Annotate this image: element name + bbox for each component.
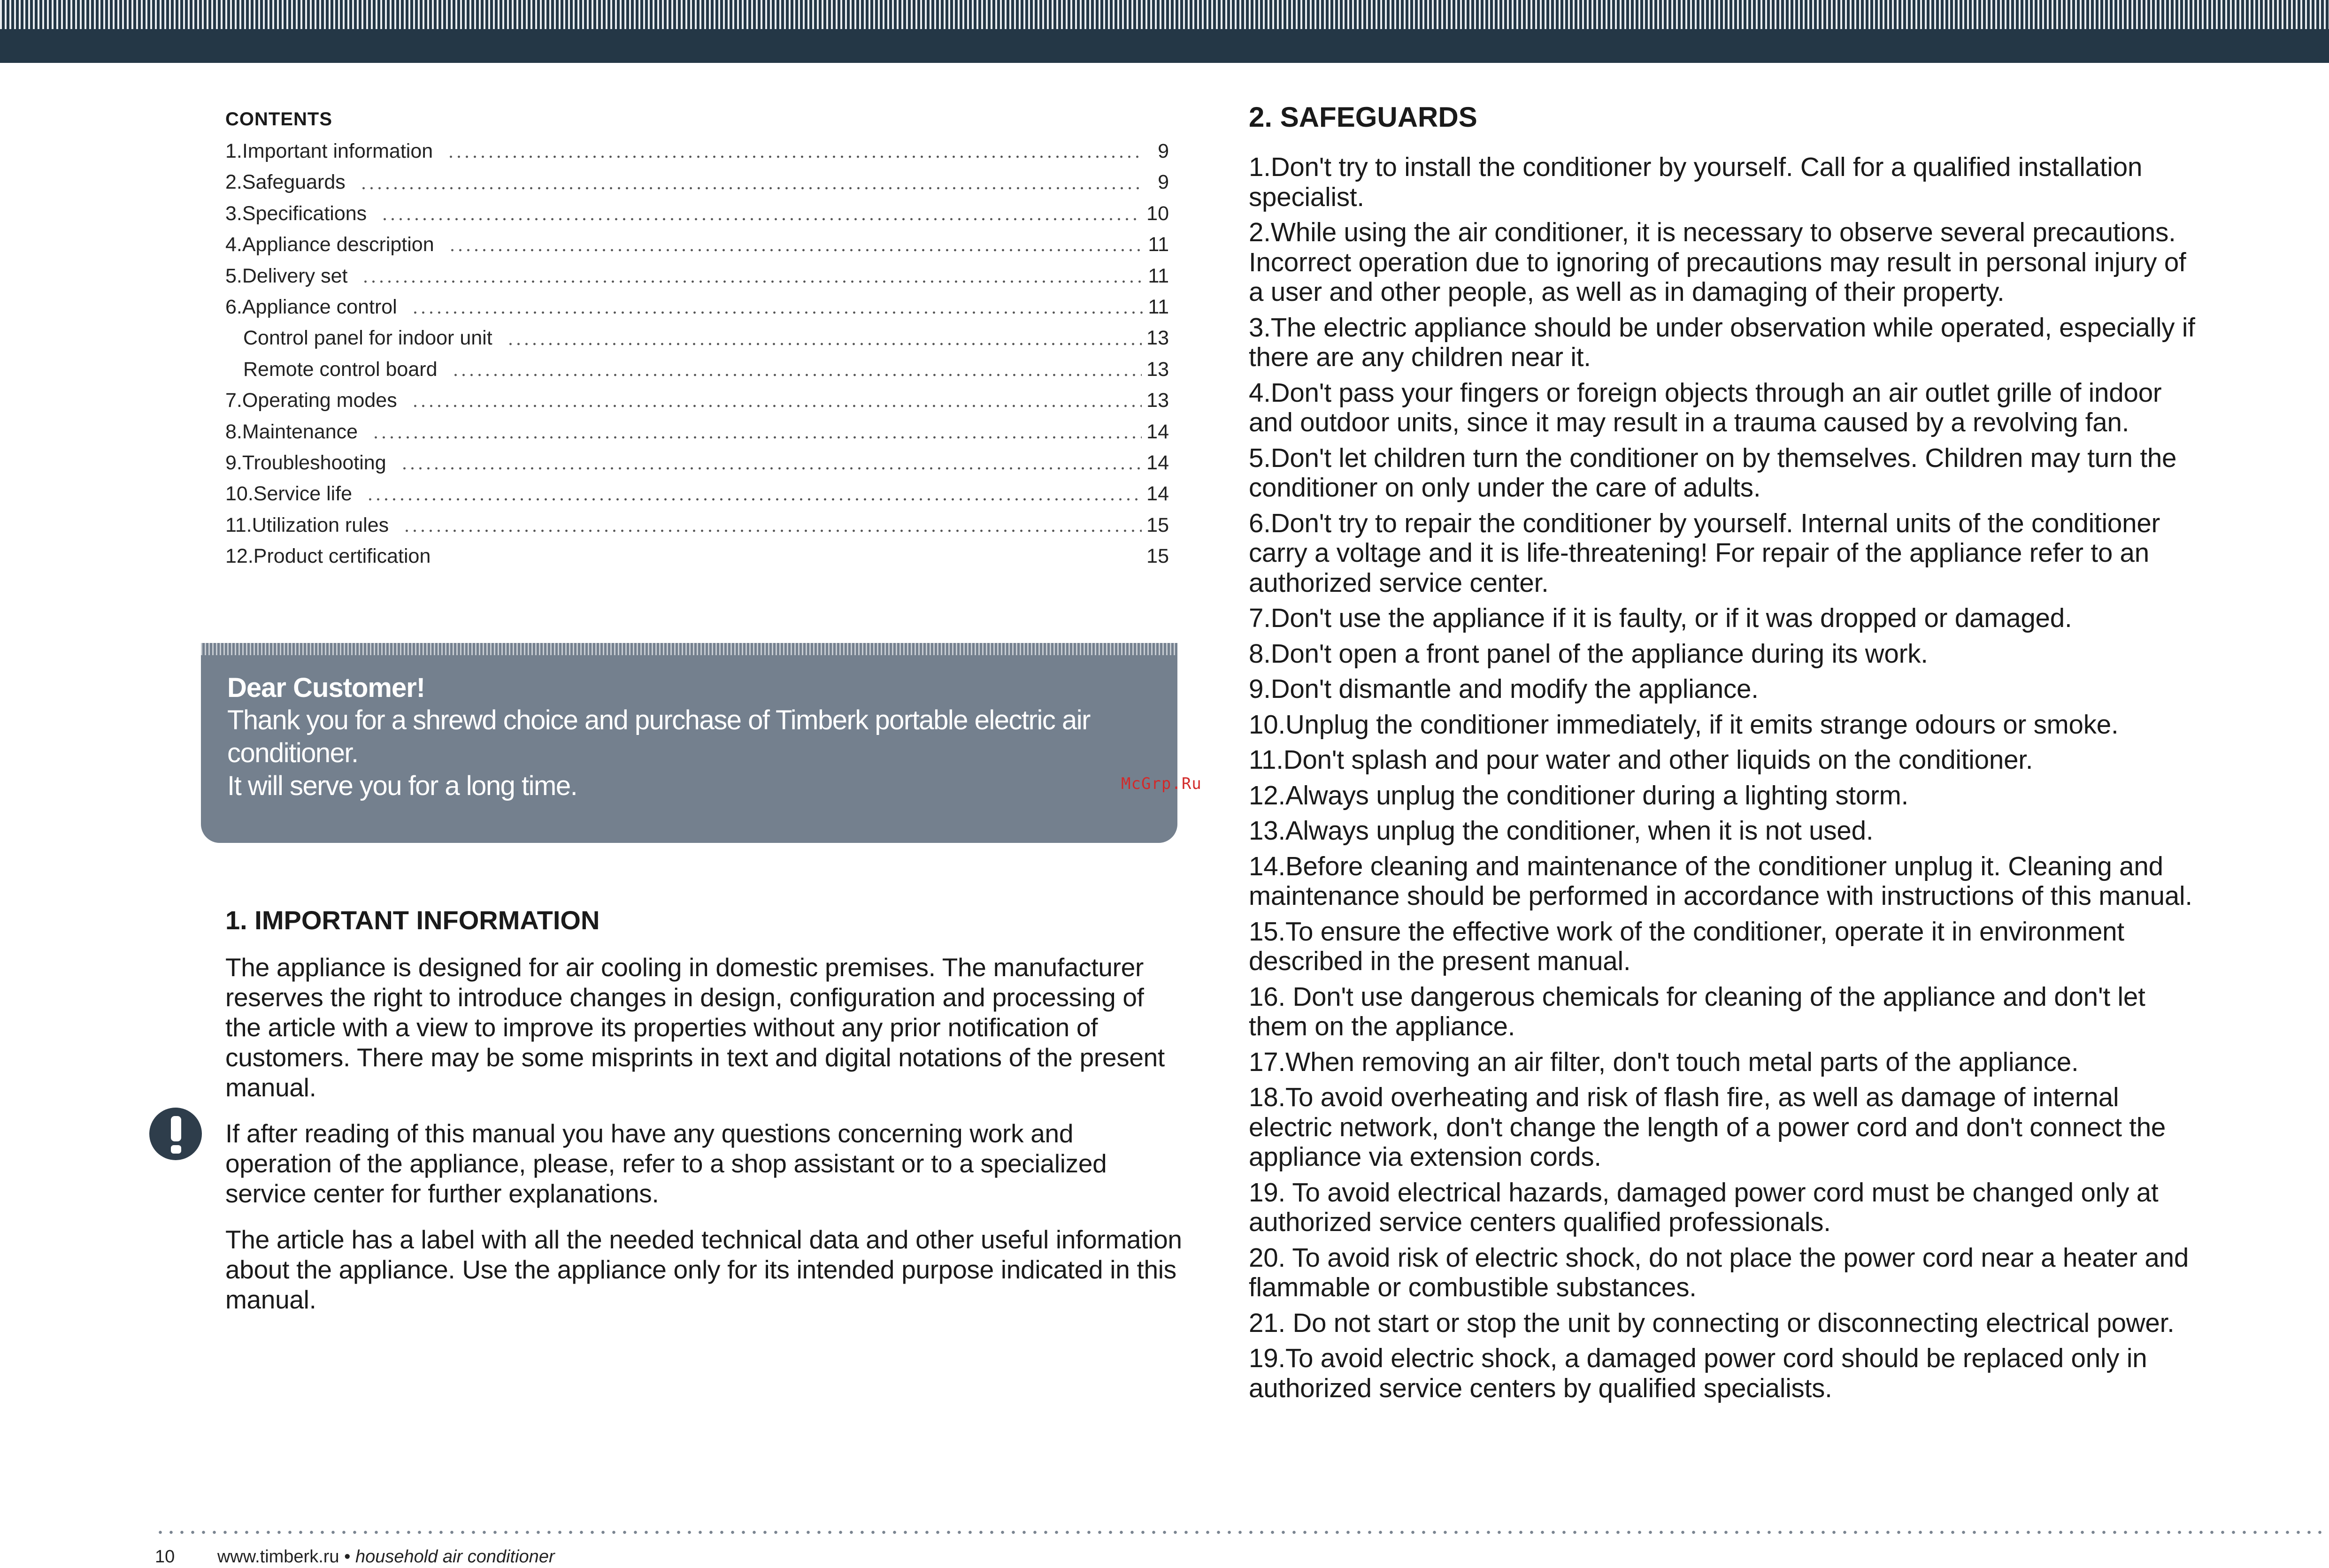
toc-label: 5.Delivery set (225, 264, 348, 287)
greeting-box-stripe-pattern (201, 643, 1177, 655)
safeguard-item: 14.Before cleaning and maintenance of the conditioner unplug it. Cleaning and maintenance should be performed in accordance with instructions of this manual. (1249, 851, 2192, 910)
toc-label: 6.Appliance control (225, 295, 397, 318)
toc-leader-dots (411, 310, 1143, 315)
footer-divider (155, 1530, 2329, 1535)
safeguard-item: 2.While using the air conditioner, it is necessary to observe several precautions. Incorrect operation due to ignoring of precautions may result in personal injury of a user and other people, as well as in damaging of their property. (1249, 217, 2186, 306)
toc-row[interactable] (225, 416, 1169, 447)
toc-page-number: 10 (1146, 202, 1169, 225)
greeting-line: It will serve you for a long time. (227, 771, 577, 801)
section-heading: 1. IMPORTANT INFORMATION (225, 905, 600, 935)
safeguard-item: 4.Don't pass your fingers or foreign objects through an air outlet grille of indoor and outdoor units, since it may result in a trauma caused by a revolving fan. (1249, 377, 2162, 437)
toc-leader-dots (507, 342, 1142, 346)
toc-row[interactable] (225, 229, 1169, 260)
toc-page-number: 13 (1146, 358, 1169, 381)
safeguard-item: 10.Unplug the conditioner immediately, if it emits strange odours or smoke. (1249, 709, 2119, 739)
safeguard-item: 20. To avoid risk of electric shock, do not place the power cord near a heater and flammable or combustible substances. (1249, 1242, 2189, 1302)
toc-row[interactable] (225, 167, 1169, 198)
toc-row[interactable] (225, 136, 1169, 167)
toc-leader-dots (361, 279, 1143, 284)
toc-label: 2.Safeguards (225, 171, 346, 194)
toc-row[interactable] (225, 510, 1169, 541)
toc-page-number: 13 (1146, 327, 1169, 350)
safeguard-item: 13.Always unplug the conditioner, when it is not used. (1249, 816, 1874, 845)
toc-row[interactable] (225, 478, 1169, 509)
safeguard-item: 18.To avoid overheating and risk of flash fire, as well as damage of internal electric network, don't change the length of a power cord and don't connect the appliance via extension cords. (1249, 1082, 2166, 1171)
table-of-contents (225, 109, 1169, 572)
contents-heading: CONTENTS (225, 109, 332, 130)
toc-label: 12.Product certification (225, 545, 431, 568)
page-number: 10 (155, 1547, 175, 1567)
safeguard-item: 8.Don't open a front panel of the appliance during its work. (1249, 638, 1928, 668)
exclamation-warning-icon (149, 1108, 202, 1160)
toc-page-number: 15 (1146, 513, 1169, 536)
page-footer (155, 1547, 555, 1567)
safeguard-item: 19. To avoid electrical hazards, damaged power cord must be changed only at authorized service centers qualified professionals. (1249, 1177, 2159, 1237)
toc-page-number: 11 (1148, 295, 1169, 318)
safeguard-item: 6.Don't try to repair the conditioner by yourself. Internal units of the conditioner carry a voltage and it is life-threatening! For repair of the appliance refer to an authorized service center. (1249, 508, 2160, 597)
toc-label: Remote control board (243, 358, 438, 381)
toc-label: 8.Maintenance (225, 420, 358, 443)
toc-leader-dots (448, 248, 1143, 252)
toc-row[interactable] (225, 447, 1169, 478)
toc-leader-dots (411, 404, 1142, 408)
safeguard-item: 9.Don't dismantle and modify the appliance. (1249, 674, 1759, 704)
greeting-title: Dear Customer! (227, 673, 425, 703)
toc-row[interactable] (225, 322, 1169, 353)
safeguard-item: 3.The electric appliance should be under observation while operated, especially if there are any children near it. (1249, 312, 2195, 372)
toc-label: 1.Important information (225, 140, 433, 162)
toc-label: 3.Specifications (225, 202, 367, 225)
safeguard-item: 5.Don't let children turn the conditioner on by themselves. Children may turn the conditioner on only under the care of adults. (1249, 443, 2177, 502)
toc-label: Control panel for indoor unit (243, 327, 492, 350)
section-heading: 2. SAFEGUARDS (1249, 101, 1477, 133)
toc-leader-dots (372, 435, 1142, 440)
safeguard-item: 19.To avoid electric shock, a damaged power cord should be replaced only in authorized service centers by qualified specialists. (1249, 1343, 2147, 1403)
watermark: McGrp.Ru (1121, 774, 1202, 793)
toc-label: 11.Utilization rules (225, 513, 389, 536)
safeguard-item: 12.Always unplug the conditioner during a lighting storm. (1249, 780, 1909, 810)
toc-leader-dots (447, 154, 1143, 159)
toc-row[interactable] (225, 260, 1169, 291)
toc-leader-space (445, 559, 1142, 564)
paragraph: The article has a label with all the needed technical data and other useful information about the appliance. Use the appliance only for its intended purpose indicated in this manual. (225, 1225, 1182, 1314)
toc-label: 9.Troubleshooting (225, 451, 386, 474)
safeguards-section (1249, 101, 2206, 1408)
important-information-section (225, 905, 1183, 1331)
toc-label: 7.Operating modes (225, 389, 397, 412)
toc-page-number: 11 (1148, 264, 1169, 287)
toc-page-number: 9 (1158, 140, 1169, 162)
toc-leader-dots (400, 466, 1142, 471)
toc-leader-dots (381, 217, 1142, 222)
toc-row[interactable] (225, 385, 1169, 416)
footer-site-link[interactable]: www.timberk.ru • (217, 1547, 355, 1567)
toc-leader-dots (403, 528, 1142, 533)
toc-row[interactable] (225, 291, 1169, 322)
toc-leader-dots (366, 497, 1142, 502)
footer-subtitle: household air conditioner (355, 1547, 555, 1567)
safeguard-item: 15.To ensure the effective work of the conditioner, operate it in environment described in the present manual. (1249, 916, 2124, 976)
safeguard-item: 21. Do not start or stop the unit by connecting or disconnecting electrical power. (1249, 1308, 2175, 1338)
paragraph: The appliance is designed for air cooling in domestic premises. The manufacturer reserves the right to introduce changes in design, configuration and processing of the article with a view to improve its properties without any prior notification of customers. There may be some misprints in text and digital notations of the present manual. (225, 953, 1165, 1102)
paragraph: If after reading of this manual you have any questions concerning work and operation of the appliance, please, refer to a shop assistant or to a specialized service center for further explanations. (225, 1119, 1107, 1208)
header-band (0, 0, 2329, 63)
greeting-line: Thank you for a shrewd choice and purchase of Timberk portable electric air conditioner. (227, 705, 1090, 768)
safeguard-item: 11.Don't splash and pour water and other liquids on the conditioner. (1249, 745, 2033, 774)
toc-page-number: 11 (1148, 233, 1169, 256)
greeting-box (201, 643, 1177, 843)
toc-page-number: 15 (1146, 545, 1169, 568)
toc-label: 10.Service life (225, 482, 353, 505)
toc-page-number: 9 (1158, 171, 1169, 194)
header-stripe-pattern (0, 0, 2329, 29)
toc-page-number: 14 (1146, 482, 1169, 505)
toc-leader-dots (452, 373, 1142, 377)
toc-row[interactable] (225, 541, 1169, 572)
safeguard-item: 16. Don't use dangerous chemicals for cleaning of the appliance and don't let them on the appliance. (1249, 981, 2145, 1041)
toc-page-number: 14 (1146, 420, 1169, 443)
toc-row[interactable] (225, 198, 1169, 229)
toc-row[interactable] (225, 354, 1169, 385)
toc-page-number: 14 (1146, 451, 1169, 474)
toc-label: 4.Appliance description (225, 233, 434, 256)
safeguard-item: 17.When removing an air filter, don't touch metal parts of the appliance. (1249, 1047, 2079, 1077)
toc-page-number: 13 (1146, 389, 1169, 412)
greeting-text (227, 704, 1161, 803)
safeguard-item: 7.Don't use the appliance if it is faulty, or if it was dropped or damaged. (1249, 603, 2072, 633)
toc-leader-dots (360, 186, 1143, 191)
safeguard-item: 1.Don't try to install the conditioner by yourself. Call for a qualified installation specialist. (1249, 152, 2143, 212)
